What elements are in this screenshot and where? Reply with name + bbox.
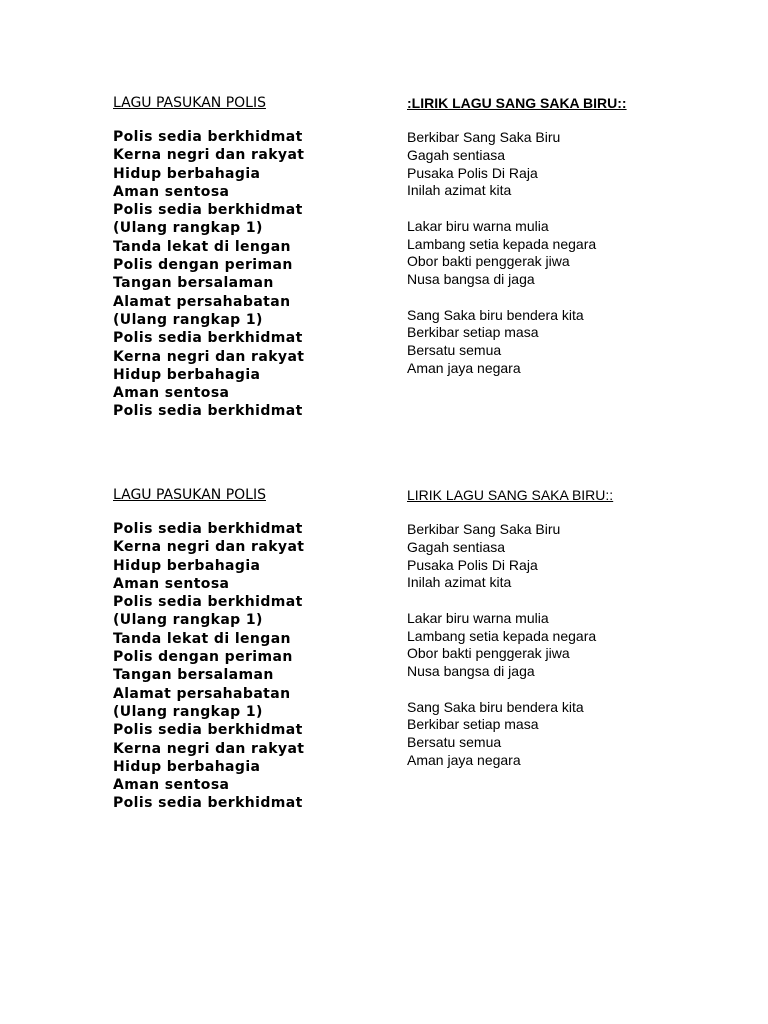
lyric-line: Berkibar setiap masa bbox=[407, 716, 539, 733]
lyrics-title: :LIRIK LAGU SANG SAKA BIRU:: bbox=[407, 95, 627, 111]
lyric-line: Gagah sentiasa bbox=[407, 146, 506, 163]
lyric-line: Hidup berbahagia bbox=[113, 557, 261, 574]
stanza bbox=[407, 521, 707, 592]
lyric-line: Polis sedia berkhidmat bbox=[113, 594, 303, 611]
lyric-line: Polis dengan periman bbox=[113, 257, 293, 274]
lyric-line: Polis sedia berkhidmat bbox=[113, 202, 303, 219]
lyric-line: Kerna negri dan rakyat bbox=[113, 539, 305, 556]
lyric-line: Lambang setia kepada negara bbox=[407, 627, 597, 644]
lyric-line: Obor bakti penggerak jiwa bbox=[407, 645, 570, 662]
lyric-line: Sang Saka biru bendera kita bbox=[407, 698, 584, 715]
lagu-pasukan-polis-column bbox=[113, 486, 383, 813]
lyric-line: Lakar biru warna mulia bbox=[407, 609, 549, 626]
lyrics-title: LIRIK LAGU SANG SAKA BIRU:: bbox=[407, 487, 614, 503]
lyric-line: Kerna negri dan rakyat bbox=[113, 147, 305, 164]
song-lyrics bbox=[113, 520, 383, 813]
lyric-line: Polis sedia berkhidmat bbox=[113, 795, 303, 812]
lyric-line: Hidup berbahagia bbox=[113, 366, 261, 383]
song-title: LAGU PASUKAN POLIS bbox=[113, 95, 266, 111]
lyric-line: Pusaka Polis Di Raja bbox=[407, 164, 538, 181]
lyric-line: Berkibar Sang Saka Biru bbox=[407, 129, 561, 145]
stanza bbox=[407, 218, 707, 289]
lyric-line: Polis sedia berkhidmat bbox=[113, 403, 303, 420]
lyric-line: Bersatu semua bbox=[407, 342, 502, 359]
lyric-line: Aman sentosa bbox=[113, 575, 230, 592]
lyric-line: Alamat persahabatan bbox=[113, 293, 291, 310]
lyric-line: Berkibar setiap masa bbox=[407, 324, 539, 341]
lyric-line: (Ulang rangkap 1) bbox=[113, 220, 263, 237]
lyric-line: Polis dengan periman bbox=[113, 649, 293, 666]
lyric-line: Aman sentosa bbox=[113, 777, 230, 794]
lyric-line: Inilah azimat kita bbox=[407, 574, 512, 591]
stanza bbox=[407, 699, 707, 770]
stanza bbox=[407, 307, 707, 378]
lyric-line: Aman jaya negara bbox=[407, 359, 521, 376]
lyric-line: Bersatu semua bbox=[407, 734, 502, 751]
lyric-line: Sang Saka biru bendera kita bbox=[407, 306, 584, 323]
stanza bbox=[407, 129, 707, 200]
lyric-line: Inilah azimat kita bbox=[407, 182, 512, 199]
lyric-line: Pusaka Polis Di Raja bbox=[407, 556, 538, 573]
lyric-line: (Ulang rangkap 1) bbox=[113, 311, 263, 328]
lyric-line: Nusa bangsa di jaga bbox=[407, 271, 535, 288]
lyric-line: Hidup berbahagia bbox=[113, 758, 261, 775]
lyric-line: Polis sedia berkhidmat bbox=[113, 330, 303, 347]
lyric-line: Tanda lekat di lengan bbox=[113, 238, 291, 255]
lyric-line: Tanda lekat di lengan bbox=[113, 630, 291, 647]
lyric-line: Kerna negri dan rakyat bbox=[113, 348, 305, 365]
lyric-line: Aman sentosa bbox=[113, 385, 230, 402]
sang-saka-biru-column bbox=[407, 94, 707, 395]
lyric-line: Berkibar Sang Saka Biru bbox=[407, 521, 561, 537]
lyric-line: Polis sedia berkhidmat bbox=[113, 722, 303, 739]
lyric-line: Obor bakti penggerak jiwa bbox=[407, 253, 570, 270]
lyric-line: Lambang setia kepada negara bbox=[407, 235, 597, 252]
lyric-line: Polis sedia berkhidmat bbox=[113, 129, 303, 145]
lyric-line: Polis sedia berkhidmat bbox=[113, 521, 303, 537]
song-title: LAGU PASUKAN POLIS bbox=[113, 487, 266, 503]
lyric-line: Nusa bangsa di jaga bbox=[407, 663, 535, 680]
lyric-line: Tangan bersalaman bbox=[113, 667, 274, 684]
lyric-line: (Ulang rangkap 1) bbox=[113, 612, 263, 629]
lyric-line: Gagah sentiasa bbox=[407, 538, 506, 555]
lyric-line: Lakar biru warna mulia bbox=[407, 217, 549, 234]
lyric-line: Kerna negri dan rakyat bbox=[113, 740, 305, 757]
lyric-line: Aman jaya negara bbox=[407, 751, 521, 768]
song-lyrics bbox=[113, 128, 383, 421]
lyric-line: Alamat persahabatan bbox=[113, 685, 291, 702]
lyric-line: (Ulang rangkap 1) bbox=[113, 703, 263, 720]
sang-saka-biru-column bbox=[407, 486, 707, 787]
lyric-line: Aman sentosa bbox=[113, 183, 230, 200]
lyric-line: Hidup berbahagia bbox=[113, 165, 261, 182]
lyric-line: Tangan bersalaman bbox=[113, 275, 274, 292]
stanza bbox=[407, 610, 707, 681]
lagu-pasukan-polis-column bbox=[113, 94, 383, 421]
